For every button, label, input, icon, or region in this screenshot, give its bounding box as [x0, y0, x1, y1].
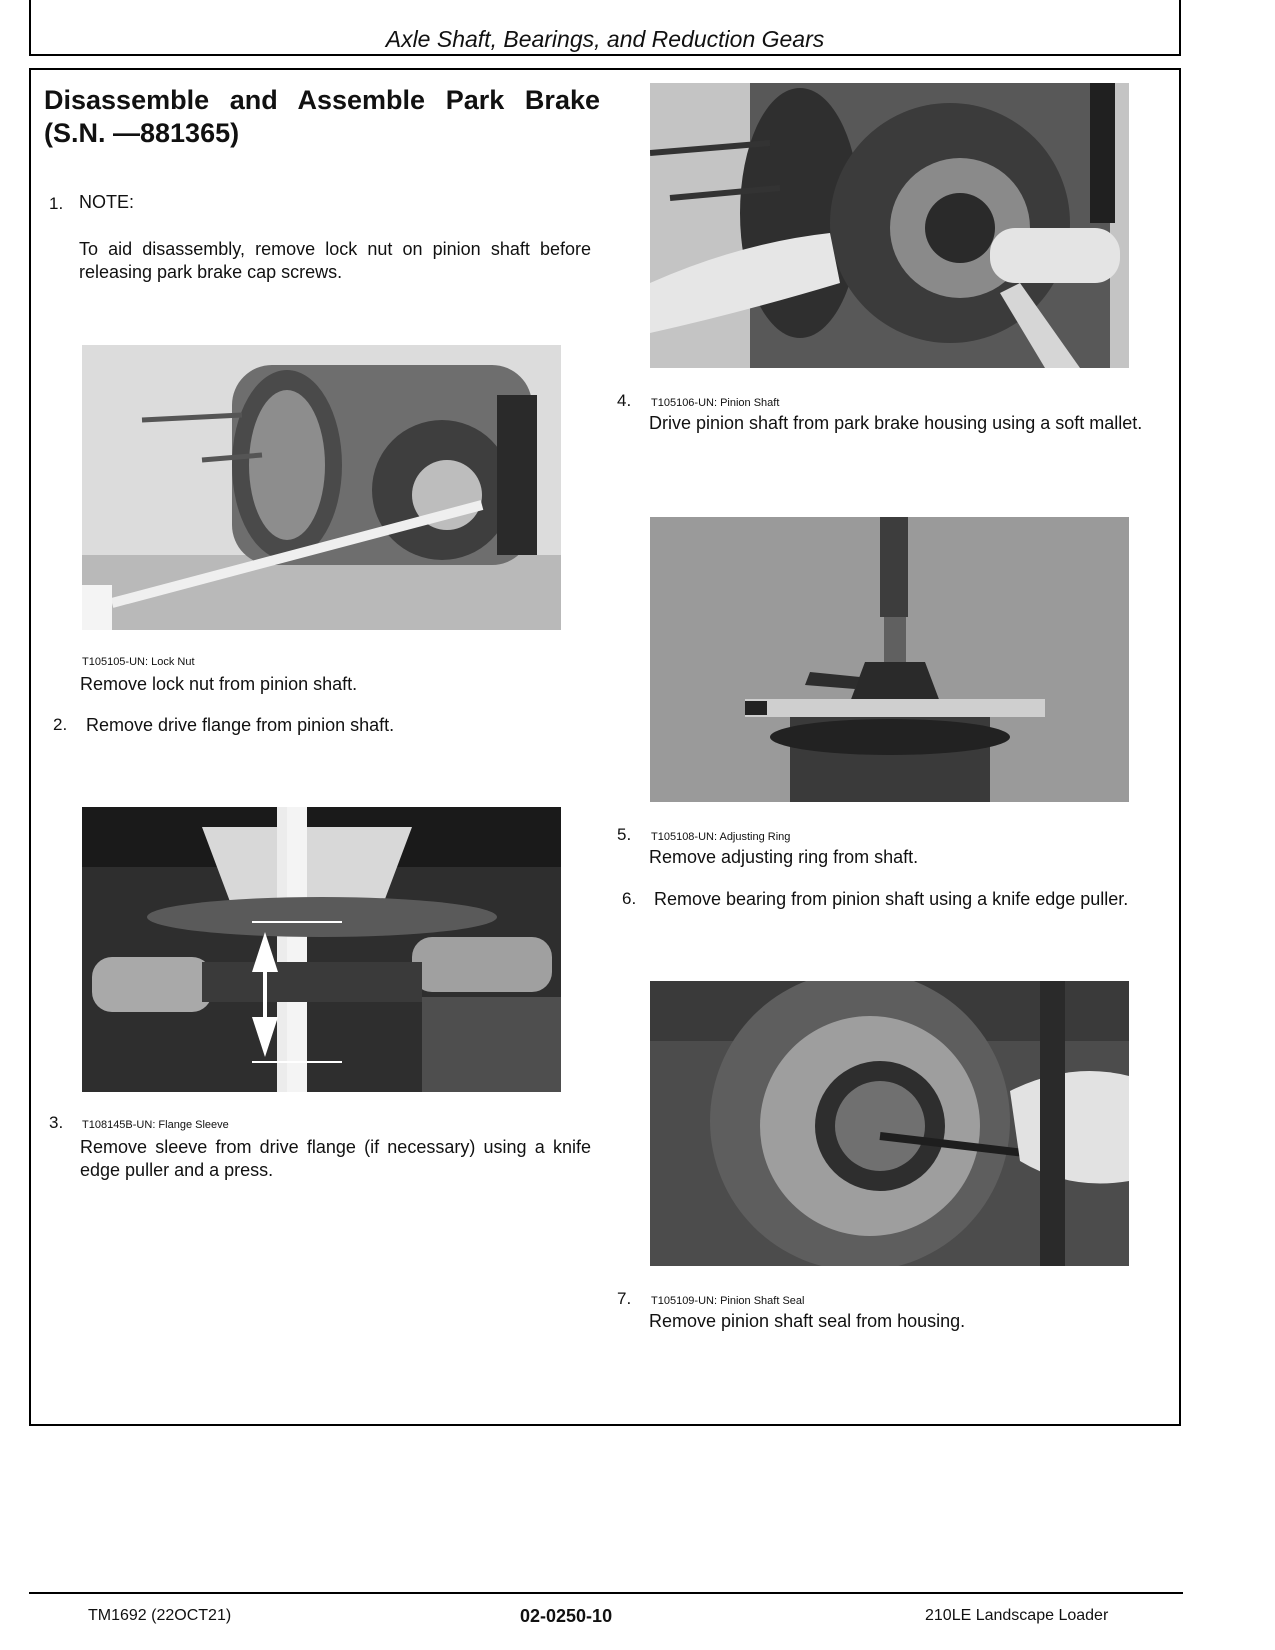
step-number: 6. [622, 889, 637, 908]
photo-flange-sleeve [82, 807, 561, 1092]
footer-page-number: 02-0250-10 [520, 1606, 613, 1626]
step-text: Drive pinion shaft from park brake housing using a soft mallet. [649, 413, 1143, 433]
step-text: Remove adjusting ring from shaft. [649, 847, 919, 867]
step-number: 7. [617, 1289, 632, 1308]
note-text: To aid disassembly, remove lock nut on pinion shaft before releasing park brake cap screws. [79, 239, 591, 282]
step-number: 1. [49, 194, 64, 213]
note-label: NOTE: [79, 192, 135, 212]
figure-caption: T105106-UN: Pinion Shaft [651, 397, 780, 409]
figure-caption: T108145B-UN: Flange Sleeve [82, 1119, 229, 1131]
footer-rule [29, 1592, 1183, 1594]
step-text: Remove drive flange from pinion shaft. [86, 715, 395, 735]
header-title: Axle Shaft, Bearings, and Reduction Gears [385, 26, 825, 52]
figure-caption: T105108-UN: Adjusting Ring [651, 831, 791, 843]
photo-pinion-shaft-seal [650, 981, 1129, 1266]
page-title: Disassemble and Assemble Park Brake (S.N. —881365) [44, 85, 600, 148]
step-number: 5. [617, 825, 632, 844]
photo-pinion-shaft [650, 83, 1129, 368]
photo-adjusting-ring [650, 517, 1129, 802]
step-text: Remove pinion shaft seal from housing. [649, 1311, 966, 1331]
step-text: Remove bearing from pinion shaft using a knife edge puller. [654, 889, 1129, 909]
step-number: 2. [53, 715, 68, 734]
header-box [29, 0, 1181, 56]
step-number: 4. [617, 391, 632, 410]
step-number: 3. [49, 1113, 64, 1132]
step-text: Remove sleeve from drive flange (if necessary) using a knife edge puller and a press. [80, 1137, 591, 1180]
step-text: Remove lock nut from pinion shaft. [80, 674, 358, 694]
figure-caption: T105105-UN: Lock Nut [82, 656, 195, 668]
photo-lock-nut [82, 345, 561, 630]
figure-caption: T105109-UN: Pinion Shaft Seal [651, 1295, 805, 1307]
footer-model: 210LE Landscape Loader [925, 1607, 1109, 1624]
footer-doc-id: TM1692 (22OCT21) [88, 1607, 232, 1624]
